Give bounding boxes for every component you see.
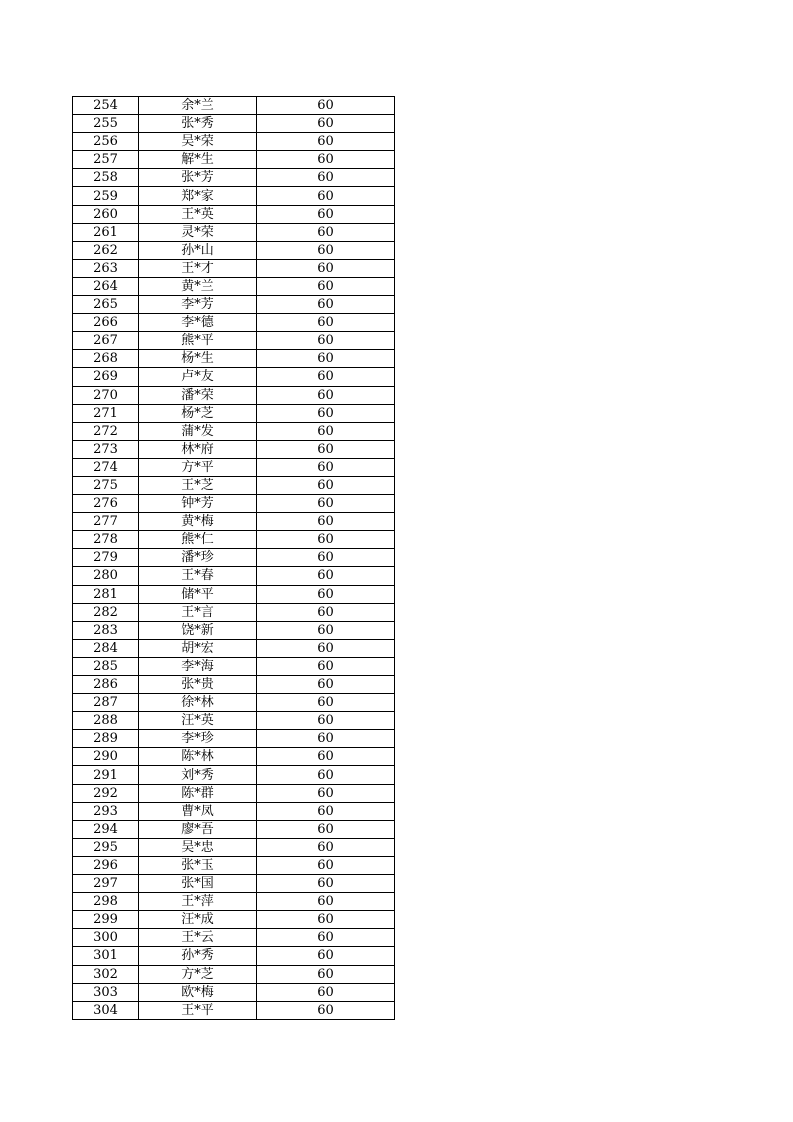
- table-row: [73, 531, 395, 549]
- row-number-cell: 264: [73, 277, 139, 295]
- name-cell: 李*珍: [139, 730, 257, 748]
- name-cell: 陈*林: [139, 748, 257, 766]
- name-cell: 王*萍: [139, 893, 257, 911]
- row-number-cell: 268: [73, 350, 139, 368]
- score-cell: 60: [257, 639, 395, 657]
- row-number-cell: 260: [73, 205, 139, 223]
- score-cell: 60: [257, 350, 395, 368]
- name-cell: 蒲*发: [139, 422, 257, 440]
- name-cell: 方*芝: [139, 965, 257, 983]
- name-cell: 李*芳: [139, 296, 257, 314]
- table-row: [73, 495, 395, 513]
- row-number-cell: 278: [73, 531, 139, 549]
- name-cell: 张*贵: [139, 676, 257, 694]
- table-row: [73, 585, 395, 603]
- name-cell: 王*英: [139, 205, 257, 223]
- table-row: [73, 368, 395, 386]
- score-cell: 60: [257, 567, 395, 585]
- name-cell: 饶*新: [139, 621, 257, 639]
- table-row: [73, 241, 395, 259]
- name-cell: 孙*秀: [139, 947, 257, 965]
- table-row: [73, 97, 395, 115]
- row-number-cell: 255: [73, 115, 139, 133]
- name-cell: 王*春: [139, 567, 257, 585]
- row-number-cell: 279: [73, 549, 139, 567]
- row-number-cell: 282: [73, 603, 139, 621]
- row-number-cell: 274: [73, 458, 139, 476]
- row-number-cell: 296: [73, 856, 139, 874]
- row-number-cell: 273: [73, 440, 139, 458]
- row-number-cell: 287: [73, 694, 139, 712]
- row-number-cell: 269: [73, 368, 139, 386]
- table-row: [73, 458, 395, 476]
- roster-table: [72, 96, 395, 1020]
- score-cell: 60: [257, 277, 395, 295]
- score-cell: 60: [257, 875, 395, 893]
- score-cell: 60: [257, 748, 395, 766]
- row-number-cell: 304: [73, 1001, 139, 1019]
- name-cell: 胡*宏: [139, 639, 257, 657]
- table-row: [73, 730, 395, 748]
- table-row: [73, 350, 395, 368]
- row-number-cell: 277: [73, 513, 139, 531]
- name-cell: 解*生: [139, 151, 257, 169]
- name-cell: 孙*山: [139, 241, 257, 259]
- score-cell: 60: [257, 603, 395, 621]
- row-number-cell: 267: [73, 332, 139, 350]
- row-number-cell: 303: [73, 983, 139, 1001]
- score-cell: 60: [257, 947, 395, 965]
- score-cell: 60: [257, 585, 395, 603]
- row-number-cell: 302: [73, 965, 139, 983]
- table-row: [73, 332, 395, 350]
- row-number-cell: 294: [73, 820, 139, 838]
- table-row: [73, 621, 395, 639]
- table-row: [73, 766, 395, 784]
- row-number-cell: 258: [73, 169, 139, 187]
- score-cell: 60: [257, 404, 395, 422]
- name-cell: 张*芳: [139, 169, 257, 187]
- score-cell: 60: [257, 730, 395, 748]
- row-number-cell: 297: [73, 875, 139, 893]
- score-cell: 60: [257, 784, 395, 802]
- table-row: [73, 929, 395, 947]
- table-row: [73, 694, 395, 712]
- row-number-cell: 281: [73, 585, 139, 603]
- score-cell: 60: [257, 151, 395, 169]
- score-cell: 60: [257, 205, 395, 223]
- name-cell: 曹*凤: [139, 802, 257, 820]
- score-cell: 60: [257, 621, 395, 639]
- row-number-cell: 299: [73, 911, 139, 929]
- row-number-cell: 256: [73, 133, 139, 151]
- score-cell: 60: [257, 856, 395, 874]
- row-number-cell: 290: [73, 748, 139, 766]
- score-cell: 60: [257, 133, 395, 151]
- name-cell: 廖*吾: [139, 820, 257, 838]
- row-number-cell: 254: [73, 97, 139, 115]
- name-cell: 汪*成: [139, 911, 257, 929]
- name-cell: 汪*英: [139, 712, 257, 730]
- score-cell: 60: [257, 694, 395, 712]
- table-row: [73, 549, 395, 567]
- score-cell: 60: [257, 983, 395, 1001]
- name-cell: 熊*仁: [139, 531, 257, 549]
- row-number-cell: 295: [73, 838, 139, 856]
- table-row: [73, 259, 395, 277]
- row-number-cell: 263: [73, 259, 139, 277]
- row-number-cell: 292: [73, 784, 139, 802]
- score-cell: 60: [257, 476, 395, 494]
- table-row: [73, 911, 395, 929]
- table-row: [73, 277, 395, 295]
- name-cell: 王*才: [139, 259, 257, 277]
- row-number-cell: 265: [73, 296, 139, 314]
- table-row: [73, 748, 395, 766]
- score-cell: 60: [257, 1001, 395, 1019]
- name-cell: 欧*梅: [139, 983, 257, 1001]
- name-cell: 陈*群: [139, 784, 257, 802]
- name-cell: 刘*秀: [139, 766, 257, 784]
- table-row: [73, 115, 395, 133]
- table-row: [73, 567, 395, 585]
- name-cell: 方*平: [139, 458, 257, 476]
- score-cell: 60: [257, 296, 395, 314]
- name-cell: 钟*芳: [139, 495, 257, 513]
- score-cell: 60: [257, 259, 395, 277]
- score-cell: 60: [257, 965, 395, 983]
- table-row: [73, 983, 395, 1001]
- table-row: [73, 169, 395, 187]
- name-cell: 杨*生: [139, 350, 257, 368]
- table-row: [73, 223, 395, 241]
- row-number-cell: 259: [73, 187, 139, 205]
- row-number-cell: 275: [73, 476, 139, 494]
- table-row: [73, 875, 395, 893]
- score-cell: 60: [257, 187, 395, 205]
- score-cell: 60: [257, 386, 395, 404]
- score-cell: 60: [257, 802, 395, 820]
- row-number-cell: 285: [73, 657, 139, 675]
- name-cell: 林*府: [139, 440, 257, 458]
- table-row: [73, 712, 395, 730]
- score-cell: 60: [257, 241, 395, 259]
- score-cell: 60: [257, 440, 395, 458]
- name-cell: 吴*忠: [139, 838, 257, 856]
- table-row: [73, 820, 395, 838]
- row-number-cell: 300: [73, 929, 139, 947]
- table-row: [73, 893, 395, 911]
- score-cell: 60: [257, 893, 395, 911]
- score-cell: 60: [257, 513, 395, 531]
- table-row: [73, 404, 395, 422]
- row-number-cell: 272: [73, 422, 139, 440]
- table-row: [73, 205, 395, 223]
- row-number-cell: 289: [73, 730, 139, 748]
- score-cell: 60: [257, 223, 395, 241]
- name-cell: 王*言: [139, 603, 257, 621]
- name-cell: 徐*林: [139, 694, 257, 712]
- row-number-cell: 291: [73, 766, 139, 784]
- roster-table-body: [73, 97, 395, 1020]
- row-number-cell: 298: [73, 893, 139, 911]
- score-cell: 60: [257, 422, 395, 440]
- score-cell: 60: [257, 676, 395, 694]
- name-cell: 王*芝: [139, 476, 257, 494]
- name-cell: 黄*梅: [139, 513, 257, 531]
- score-cell: 60: [257, 97, 395, 115]
- row-number-cell: 276: [73, 495, 139, 513]
- name-cell: 余*兰: [139, 97, 257, 115]
- score-cell: 60: [257, 332, 395, 350]
- name-cell: 黄*兰: [139, 277, 257, 295]
- row-number-cell: 261: [73, 223, 139, 241]
- row-number-cell: 293: [73, 802, 139, 820]
- row-number-cell: 266: [73, 314, 139, 332]
- table-row: [73, 296, 395, 314]
- row-number-cell: 284: [73, 639, 139, 657]
- name-cell: 储*平: [139, 585, 257, 603]
- table-row: [73, 513, 395, 531]
- table-row: [73, 856, 395, 874]
- name-cell: 熊*平: [139, 332, 257, 350]
- table-row: [73, 476, 395, 494]
- table-row: [73, 187, 395, 205]
- score-cell: 60: [257, 169, 395, 187]
- score-cell: 60: [257, 495, 395, 513]
- name-cell: 李*德: [139, 314, 257, 332]
- row-number-cell: 288: [73, 712, 139, 730]
- row-number-cell: 270: [73, 386, 139, 404]
- score-cell: 60: [257, 838, 395, 856]
- name-cell: 李*海: [139, 657, 257, 675]
- name-cell: 灵*荣: [139, 223, 257, 241]
- row-number-cell: 262: [73, 241, 139, 259]
- score-cell: 60: [257, 458, 395, 476]
- score-cell: 60: [257, 766, 395, 784]
- table-row: [73, 603, 395, 621]
- row-number-cell: 280: [73, 567, 139, 585]
- name-cell: 王*平: [139, 1001, 257, 1019]
- name-cell: 潘*荣: [139, 386, 257, 404]
- name-cell: 张*玉: [139, 856, 257, 874]
- name-cell: 杨*芝: [139, 404, 257, 422]
- name-cell: 卢*友: [139, 368, 257, 386]
- score-cell: 60: [257, 549, 395, 567]
- name-cell: 郑*家: [139, 187, 257, 205]
- table-row: [73, 422, 395, 440]
- table-row: [73, 639, 395, 657]
- table-row: [73, 947, 395, 965]
- row-number-cell: 283: [73, 621, 139, 639]
- table-row: [73, 151, 395, 169]
- score-cell: 60: [257, 368, 395, 386]
- table-row: [73, 386, 395, 404]
- table-row: [73, 784, 395, 802]
- score-cell: 60: [257, 929, 395, 947]
- row-number-cell: 257: [73, 151, 139, 169]
- table-row: [73, 657, 395, 675]
- score-cell: 60: [257, 531, 395, 549]
- table-row: [73, 314, 395, 332]
- name-cell: 王*云: [139, 929, 257, 947]
- name-cell: 张*国: [139, 875, 257, 893]
- score-cell: 60: [257, 657, 395, 675]
- score-cell: 60: [257, 911, 395, 929]
- row-number-cell: 271: [73, 404, 139, 422]
- name-cell: 吴*荣: [139, 133, 257, 151]
- row-number-cell: 301: [73, 947, 139, 965]
- table-row: [73, 440, 395, 458]
- table-row: [73, 802, 395, 820]
- row-number-cell: 286: [73, 676, 139, 694]
- name-cell: 张*秀: [139, 115, 257, 133]
- score-cell: 60: [257, 115, 395, 133]
- score-cell: 60: [257, 820, 395, 838]
- score-cell: 60: [257, 712, 395, 730]
- table-row: [73, 838, 395, 856]
- table-row: [73, 1001, 395, 1019]
- name-cell: 潘*珍: [139, 549, 257, 567]
- table-row: [73, 133, 395, 151]
- score-cell: 60: [257, 314, 395, 332]
- table-row: [73, 965, 395, 983]
- table-row: [73, 676, 395, 694]
